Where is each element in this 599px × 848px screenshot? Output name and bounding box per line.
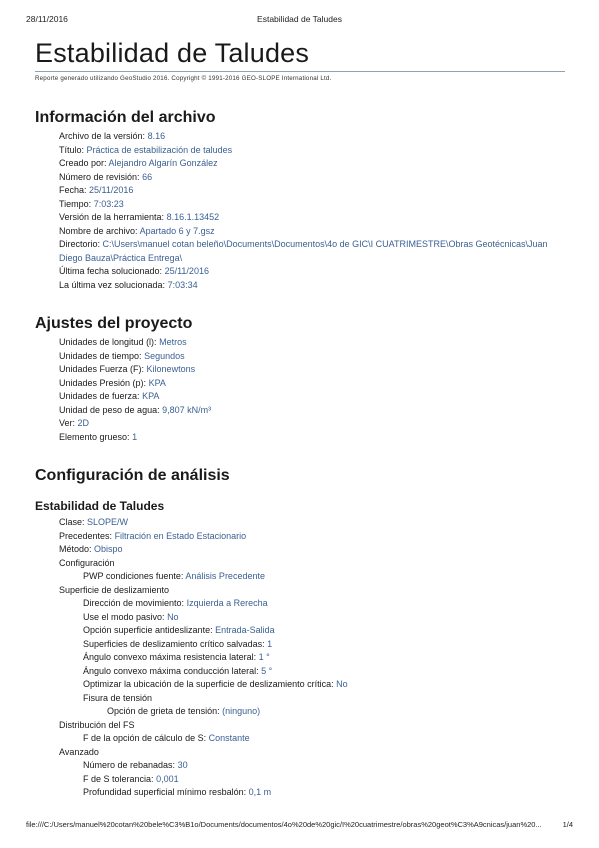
property-label: Unidad de peso de agua: (59, 404, 160, 415)
property-label: Número de revisión: (59, 171, 140, 182)
property-value: KPA (148, 377, 166, 388)
property-row (35, 417, 569, 431)
property-row (35, 773, 569, 787)
project-settings-list (35, 336, 569, 444)
property-value: 66 (142, 171, 153, 182)
property-value: Obispo (94, 544, 123, 554)
property-row (35, 678, 569, 692)
property-row (35, 584, 569, 598)
property-label: Archivo de la versión: (59, 131, 146, 141)
property-value: Apartado 6 y 7.gsz (139, 225, 215, 236)
property-row (35, 570, 569, 584)
property-value: 0,1 m (248, 787, 272, 797)
property-label: Dirección de movimiento: (83, 598, 185, 608)
property-value: 1 (267, 638, 273, 649)
property-value: Práctica de estabilización de taludes (86, 144, 233, 155)
property-value: Alejandro Algarín González (108, 158, 218, 168)
property-label: Versión de la herramienta: (59, 212, 165, 222)
property-value: Metros (159, 337, 187, 347)
property-row (35, 157, 569, 171)
property-label: Use el modo pasivo: (83, 611, 165, 622)
property-value: SLOPE/W (87, 517, 129, 527)
property-label: Título: (59, 144, 85, 155)
property-value: 25/11/2016 (164, 266, 209, 276)
property-label: Unidades de longitud (l): (59, 337, 157, 347)
property-row (35, 557, 569, 571)
property-value: Entrada-Salida (215, 625, 275, 635)
property-value: 1 ° (258, 652, 270, 662)
property-row (35, 651, 569, 665)
property-row (35, 377, 569, 391)
property-value: 5 ° (261, 665, 273, 676)
property-row (35, 638, 569, 652)
property-row (35, 390, 569, 404)
property-value: 30 (177, 760, 188, 770)
property-label: Unidades Presión (p): (59, 377, 147, 388)
property-label: Método: (59, 544, 92, 554)
property-label: Nombre de archivo: (59, 225, 138, 236)
file-info-list (35, 130, 569, 292)
property-value: 8.16.1.13452 (166, 212, 220, 222)
property-label: Número de rebanadas: (83, 760, 176, 770)
property-label: F de S tolerancia: (83, 773, 154, 784)
property-label: Ángulo convexo máxima conducción lateral: (83, 665, 259, 676)
property-label: Avanzado (59, 746, 99, 757)
property-value: Filtración en Estado Estacionario (114, 530, 247, 541)
property-label: Tiempo: (59, 198, 92, 209)
property-label: Profundidad superficial mínimo resbalón: (83, 787, 247, 797)
project-settings-heading: Ajustes del proyecto (35, 315, 193, 332)
property-value: Constante (208, 733, 250, 743)
property-row (35, 130, 569, 144)
property-row (35, 665, 569, 679)
property-label: Creado por: (59, 158, 107, 168)
property-row (35, 336, 569, 350)
property-label: Distribución del FS (59, 719, 135, 730)
property-label: F de la opción de cálculo de S: (83, 733, 207, 743)
property-row (35, 611, 569, 625)
property-value: Segundos (144, 350, 185, 361)
property-label: Clase: (59, 517, 85, 527)
property-label: Unidades Fuerza (F): (59, 364, 145, 374)
property-value: 8.16 (147, 131, 166, 141)
property-row (35, 786, 569, 800)
analysis-config-list (35, 516, 569, 800)
property-value: KPA (142, 391, 160, 401)
property-value: Izquierda a Rerecha (186, 598, 268, 608)
property-label: Ángulo convexo máxima resistencia lateral: (83, 652, 257, 662)
property-row (35, 719, 569, 733)
property-value: 1 (132, 431, 138, 442)
property-label: Opción de grieta de tensión: (107, 706, 220, 716)
property-label: Directorio: (59, 239, 101, 249)
analysis-config-heading: Configuración de análisis (35, 467, 230, 484)
property-row (35, 198, 569, 212)
property-row (35, 171, 569, 185)
property-row (35, 759, 569, 773)
print-footer (26, 820, 573, 834)
page-number: 1/4 (562, 820, 573, 829)
property-value: 0,001 (156, 773, 179, 784)
property-value: No (167, 611, 179, 622)
property-label: Opción superficie antideslizante: (83, 625, 213, 635)
file-url: file:///C:/Users/manuel%20cotan%20bele%C3%B1o/Documents/documentos/4o%20de%20gic/I%20cuatrimestre/obras%20geot%C3%A9cnicas/juan%20... (26, 820, 542, 829)
property-row (35, 144, 569, 158)
property-row (35, 279, 569, 293)
property-row (35, 184, 569, 198)
print-title: Estabilidad de Taludes (257, 14, 342, 24)
print-date: 28/11/2016 (26, 14, 68, 24)
property-label: Ver: (59, 418, 76, 428)
property-row (35, 624, 569, 638)
property-label: Elemento grueso: (59, 431, 130, 442)
property-value: 2D (77, 418, 90, 428)
property-value: 9,807 kN/m³ (162, 404, 212, 415)
slope-stability-subheading: Estabilidad de Taludes (35, 499, 165, 513)
property-label: Unidades de fuerza: (59, 391, 140, 401)
property-row (35, 746, 569, 760)
property-row (35, 543, 569, 557)
property-value: Análisis Precedente (185, 571, 265, 581)
property-label: Unidades de tiempo: (59, 350, 142, 361)
property-row (35, 404, 569, 418)
property-label: Precedentes: (59, 530, 113, 541)
report-content (35, 36, 569, 800)
property-row (35, 211, 569, 225)
property-value: C:\Users\manuel cotan beleño\Documents\Documentos\4o de GIC\I CUATRIMESTRE\Obras Geotécnicas\Juan Diego Bauza\Práctica Entrega\ (59, 239, 548, 263)
property-label: Optimizar la ubicación de la superficie de deslizamiento crítica: (83, 679, 334, 689)
property-row (35, 516, 569, 530)
property-row (35, 597, 569, 611)
property-label: Superficie de deslizamiento (59, 584, 170, 595)
property-row (35, 705, 569, 719)
property-row (35, 530, 569, 544)
copyright-note: Reporte generado utilizando GeoStudio 2016. Copyright © 1991-2016 GEO-SLOPE International Ltd. (35, 75, 332, 82)
property-label: Configuración (59, 557, 115, 568)
property-value: (ninguno) (222, 706, 261, 716)
property-value: 7:03:23 (93, 198, 124, 209)
property-row (35, 225, 569, 239)
property-row (35, 238, 569, 265)
title-divider (35, 71, 565, 72)
property-value: 25/11/2016 (89, 185, 134, 195)
property-label: Fecha: (59, 185, 87, 195)
property-label: Última fecha solucionado: (59, 266, 163, 276)
property-row (35, 732, 569, 746)
property-row (35, 265, 569, 279)
property-label: PWP condiciones fuente: (83, 571, 184, 581)
property-row (35, 431, 569, 445)
property-label: La última vez solucionada: (59, 279, 166, 290)
property-label: Superficies de deslizamiento crítico salvadas: (83, 638, 265, 649)
property-row (35, 692, 569, 706)
property-row (35, 350, 569, 364)
page-title: Estabilidad de Taludes (35, 38, 310, 68)
property-value: Kilonewtons (146, 364, 196, 374)
property-value: 7:03:34 (167, 279, 198, 290)
print-header (26, 14, 573, 28)
file-info-heading: Información del archivo (35, 109, 216, 126)
property-row (35, 363, 569, 377)
property-label: Fisura de tensión (83, 692, 153, 703)
property-value: No (336, 679, 348, 689)
